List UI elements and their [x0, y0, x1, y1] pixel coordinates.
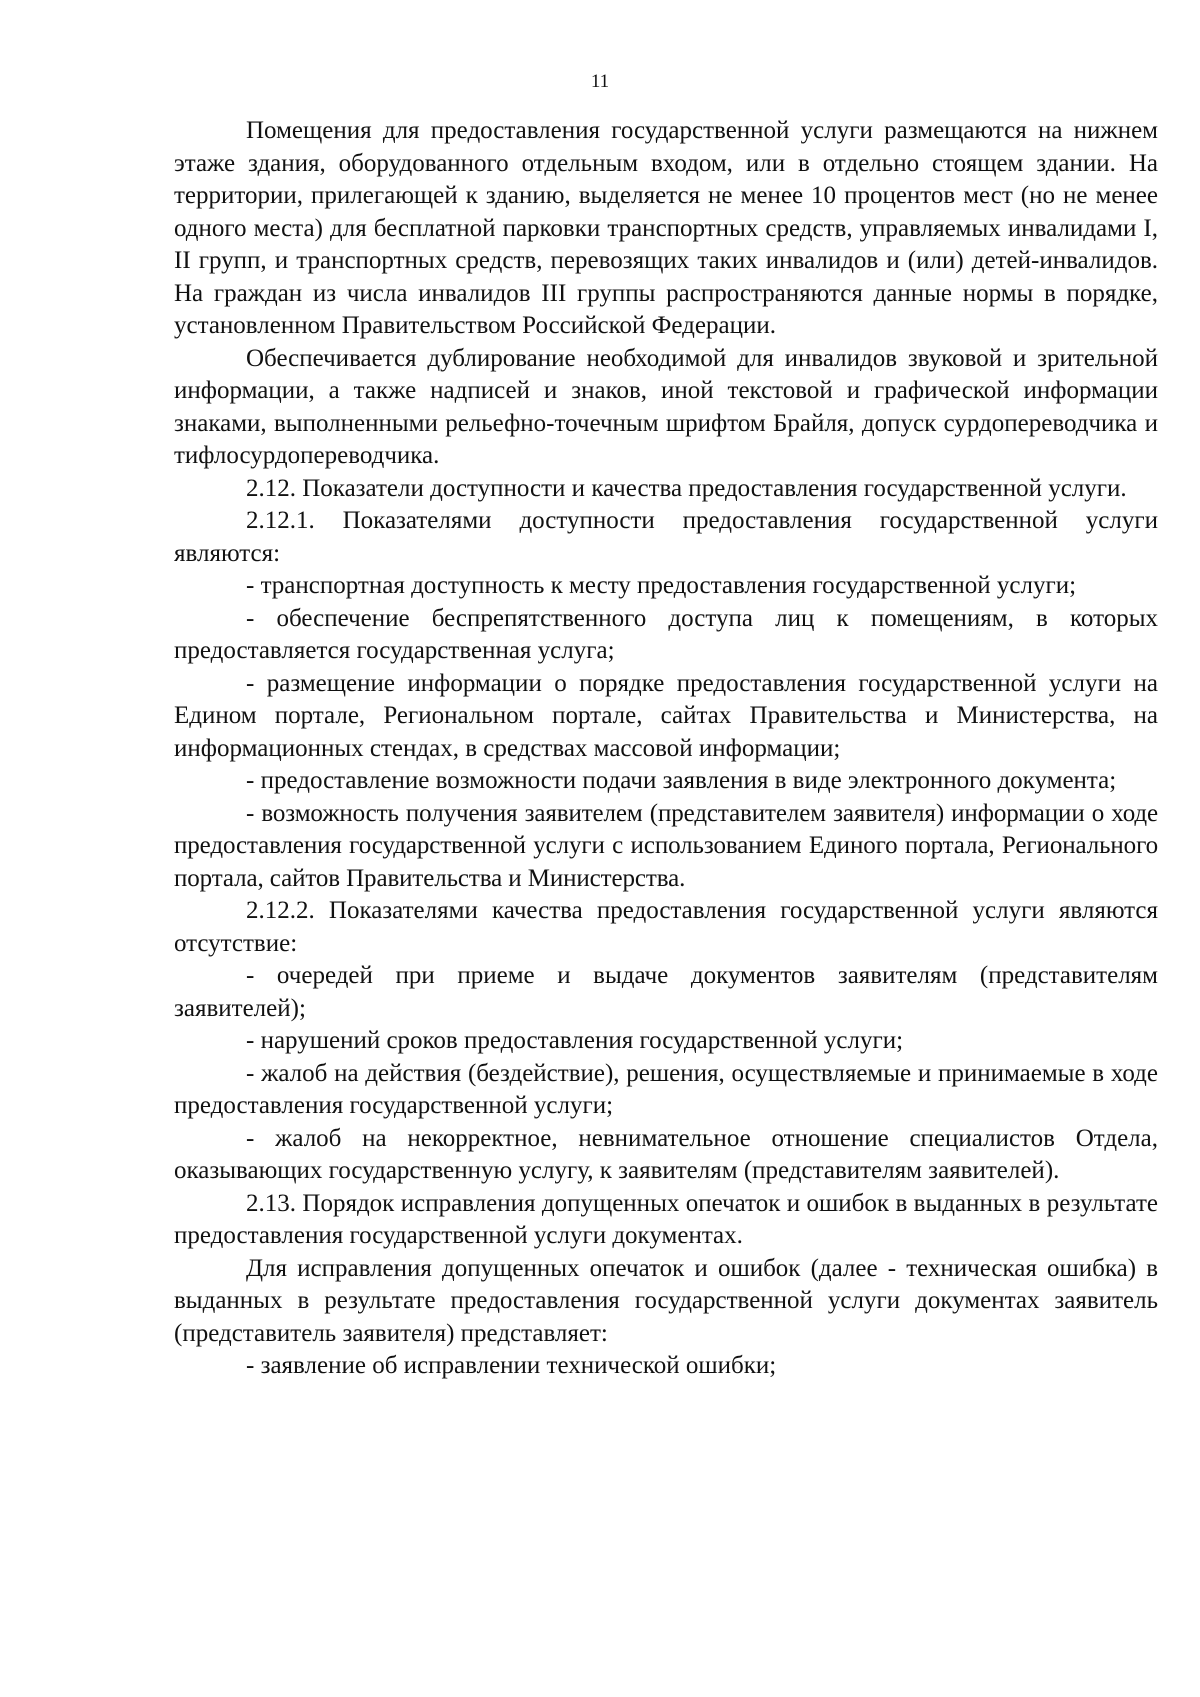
list-item-transport-access: - транспортная доступность к месту предоставления государственной услуги;: [246, 572, 1077, 599]
list-item-electronic-application: - предоставление возможности подачи заявления в виде электронного документа;: [246, 767, 1117, 794]
heading-2-12-1: 2.12.1. Показателями доступности предоставления государственной услуги являются:: [174, 507, 1158, 567]
list-item-no-complaints-actions: - жалоб на действия (бездействие), решения, осуществляемые и принимаемые в ходе предоставления государственной услуги;: [174, 1059, 1158, 1119]
list-item-barrier-free-access: - обеспечение беспрепятственного доступа лиц к помещениям, в которых предоставляется государственная услуга;: [174, 604, 1158, 664]
list-item-no-queues: - очередей при приеме и выдаче документов заявителям (представителям заявителей);: [174, 962, 1158, 1022]
paragraph-error-correction: Для исправления допущенных опечаток и ошибок (далее - техническая ошибка) в выданных в результате предоставления государственной услуги документах заявитель (представитель заявителя) представляет:: [174, 1254, 1158, 1347]
list-item-correction-application: - заявление об исправлении технической ошибки;: [246, 1352, 777, 1379]
list-item-no-deadline-violations: - нарушений сроков предоставления государственной услуги;: [246, 1027, 904, 1054]
document-body: [174, 115, 1158, 1383]
heading-2-12-2: 2.12.2. Показателями качества предоставления государственной услуги являются отсутствие:: [174, 897, 1158, 957]
list-item-progress-information: - возможность получения заявителем (представителем заявителя) информации о ходе предоставления государственной услуги с использованием Единого портала, Регионального портала, сайтов Правительства и Министерства.: [174, 799, 1158, 892]
list-item-no-complaints-staff: - жалоб на некорректное, невнимательное отношение специалистов Отдела, оказывающих государственную услугу, к заявителям (представителям заявителей).: [174, 1124, 1158, 1184]
paragraph-premises: Помещения для предоставления государственной услуги размещаются на нижнем этаже здания, оборудованного отдельным входом, или в отдельно стоящем здании. На территории, прилегающей к зданию, выделяется не менее 10 процентов мест (но не менее одного места) для бесплатной парковки транспортных средств, управляемых инвалидами I, II групп, и транспортных средств, перевозящих таких инвалидов и (или) детей-инвалидов. На граждан из числа инвалидов III группы распространяются данные нормы в порядке, установленном Правительством Российской Федерации.: [174, 117, 1158, 339]
paragraph-braille-duplication: Обеспечивается дублирование необходимой для инвалидов звуковой и зрительной информации, а также надписей и знаков, иной текстовой и графической информации знаками, выполненными рельефно-точечным шрифтом Брайля, допуск сурдопереводчика и тифлосурдопереводчика.: [174, 344, 1158, 469]
list-item-information-placement: - размещение информации о порядке предоставления государственной услуги на Едином портале, Региональном портале, сайтах Правительства и Министерства, на информационных стендах, в средствах массовой информации;: [174, 669, 1158, 762]
heading-2-13: 2.13. Порядок исправления допущенных опечаток и ошибок в выданных в результате предоставления государственной услуги документах.: [174, 1189, 1158, 1249]
heading-2-12: 2.12. Показатели доступности и качества предоставления государственной услуги.: [246, 474, 1127, 502]
page-number: 11: [590, 71, 610, 92]
